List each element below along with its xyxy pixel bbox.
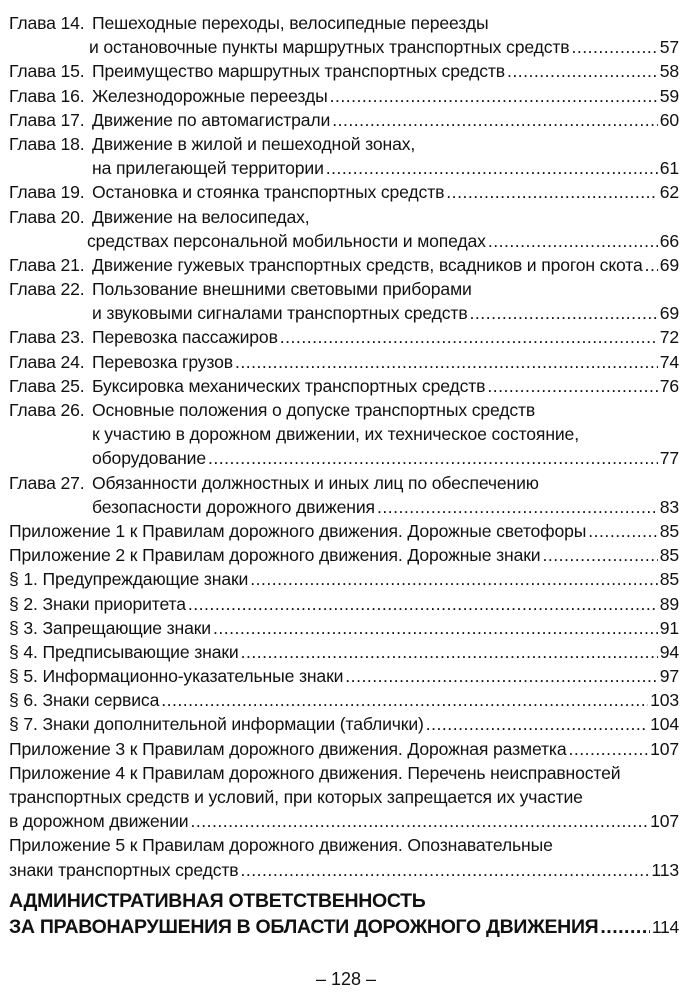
- toc-entry[interactable]: [9, 688, 679, 712]
- toc-entry[interactable]: [9, 374, 679, 398]
- toc-title-text: АДМИНИСТРАТИВНАЯ ОТВЕТСТВЕННОСТЬ: [9, 889, 426, 912]
- toc-page-number: 58: [659, 61, 679, 82]
- chapter-label: Глава 25.: [9, 375, 85, 396]
- toc-entry[interactable]: [9, 350, 679, 374]
- toc-line: [9, 156, 679, 180]
- toc-page-number: 59: [659, 85, 679, 106]
- toc-title-text: Приложение 4 к Правилам дорожного движения. Перечень неисправностей: [9, 762, 621, 783]
- dot-leader: [332, 108, 658, 132]
- chapter-label: Глава 19.: [9, 182, 85, 203]
- toc-line: [9, 350, 679, 374]
- toc-title-text: и звуковыми сигналами транспортных средств: [92, 303, 468, 324]
- table-of-contents: [9, 11, 679, 940]
- toc-page-number: 69: [659, 303, 679, 324]
- toc-entry[interactable]: [9, 833, 679, 881]
- chapter-label: Глава 26.: [9, 400, 85, 420]
- dot-leader: [542, 543, 657, 567]
- toc-line: [9, 132, 679, 156]
- toc-entry[interactable]: [9, 108, 679, 132]
- toc-title-text: в дорожном движении: [9, 811, 189, 832]
- toc-page-number: 104: [650, 714, 679, 735]
- toc-entry[interactable]: [9, 471, 679, 519]
- dot-leader: [250, 567, 658, 591]
- chapter-label: Глава 15.: [9, 61, 85, 82]
- toc-line: [9, 301, 679, 325]
- toc-entry[interactable]: [9, 180, 679, 204]
- dot-leader: [235, 350, 658, 374]
- toc-line: [9, 398, 679, 422]
- toc-entry[interactable]: [9, 277, 679, 325]
- toc-page-number: 74: [659, 351, 679, 372]
- toc-page-number: 113: [651, 859, 679, 880]
- toc-line: [9, 59, 679, 83]
- toc-title-text: Перевозка грузов: [92, 351, 233, 372]
- toc-line: [9, 567, 679, 591]
- toc-line: [9, 543, 679, 567]
- toc-title-text: Основные положения о допуске транспортных средств: [92, 400, 536, 420]
- toc-page-number: 85: [659, 545, 679, 566]
- toc-line: [9, 325, 679, 349]
- toc-title-text: безопасности дорожного движения: [92, 496, 375, 517]
- toc-page-number: 103: [650, 690, 679, 711]
- dot-leader: [645, 253, 658, 277]
- toc-title-text: § 4. Предписывающие знаки: [9, 641, 239, 662]
- dot-leader: [345, 664, 657, 688]
- chapter-label: Глава 16.: [9, 85, 85, 106]
- toc-line: [9, 35, 679, 59]
- toc-line: [9, 785, 679, 809]
- toc-title-text: оборудование: [92, 448, 206, 469]
- dot-leader: [568, 737, 648, 761]
- toc-line: [9, 688, 679, 712]
- toc-line: [9, 180, 679, 204]
- toc-title-text: Преимущество маршрутных транспортных средств: [92, 61, 505, 82]
- toc-line: [9, 712, 679, 736]
- toc-line: [9, 592, 679, 616]
- dot-leader: [208, 446, 658, 470]
- toc-title-text: Обязанности должностных и иных лиц по обеспечению: [92, 472, 539, 493]
- page-number: – 128 –: [315, 969, 377, 989]
- dot-leader: [446, 180, 657, 204]
- dot-leader: [571, 35, 657, 59]
- toc-entry[interactable]: [9, 253, 679, 277]
- toc-title-text: Пешеходные переходы, велосипедные переезды: [92, 13, 489, 33]
- toc-line: [9, 833, 679, 857]
- chapter-label: Глава 18.: [9, 133, 85, 154]
- toc-title-text: § 6. Знаки сервиса: [9, 690, 160, 711]
- toc-line: [9, 495, 679, 519]
- toc-line: [9, 888, 679, 914]
- toc-page-number: 91: [659, 617, 679, 638]
- toc-page-number: 89: [659, 593, 679, 614]
- dot-leader: [377, 495, 658, 519]
- toc-title-text: на прилегающей территории: [92, 158, 324, 179]
- toc-line: [9, 914, 679, 940]
- toc-line: [9, 616, 679, 640]
- toc-page-number: 77: [659, 448, 679, 469]
- toc-line: [9, 205, 679, 229]
- toc-line: [9, 11, 679, 35]
- toc-line: [9, 277, 679, 301]
- toc-entry[interactable]: [9, 761, 679, 834]
- toc-entry[interactable]: [9, 664, 679, 688]
- toc-page-number: 94: [659, 641, 679, 662]
- toc-line: [9, 229, 679, 253]
- toc-entry[interactable]: [9, 888, 679, 940]
- toc-entry[interactable]: [9, 592, 679, 616]
- toc-entry[interactable]: [9, 543, 679, 567]
- toc-entry[interactable]: [9, 59, 679, 83]
- toc-title-text: § 2. Знаки приоритета: [9, 593, 186, 614]
- dot-leader: [190, 809, 648, 833]
- toc-page-number: 69: [659, 254, 679, 275]
- toc-line: [9, 374, 679, 398]
- toc-title-text: § 7. Знаки дополнительной информации (таблички): [9, 714, 424, 735]
- toc-title-text: Приложение 3 к Правилам дорожного движения. Дорожная разметка: [9, 738, 567, 759]
- toc-title-text: Движение по автомагистрали: [92, 109, 331, 130]
- toc-title-text: Движение на велосипедах,: [92, 206, 310, 227]
- toc-line: [9, 84, 679, 108]
- toc-page-number: 85: [659, 520, 679, 541]
- toc-line: [9, 108, 679, 132]
- toc-title-text: Буксировка механических транспортных средств: [92, 375, 486, 396]
- toc-entry[interactable]: [9, 640, 679, 664]
- toc-line: [9, 471, 679, 495]
- toc-title-text: § 5. Информационно-указательные знаки: [9, 666, 344, 687]
- toc-title-text: Движение в жилой и пешеходной зонах,: [92, 133, 416, 154]
- toc-page-number: 97: [659, 666, 679, 687]
- toc-title-text: знаки транспортных средств: [9, 859, 239, 880]
- dot-leader: [326, 156, 658, 180]
- dot-leader: [488, 229, 658, 253]
- dot-leader: [470, 301, 658, 325]
- toc-line: [9, 809, 679, 833]
- dot-leader: [426, 712, 648, 736]
- toc-line: [9, 422, 679, 446]
- toc-page-number: 107: [650, 738, 679, 759]
- toc-title-text: Движение гужевых транспортных средств, всадников и прогон скота: [92, 254, 643, 275]
- toc-page-number: 83: [659, 496, 679, 517]
- toc-title-text: Приложение 5 к Правилам дорожного движения. Опознавательные: [9, 835, 553, 856]
- chapter-label: Глава 22.: [9, 279, 85, 300]
- chapter-label: Глава 17.: [9, 109, 85, 130]
- toc-page-number: 57: [659, 37, 679, 58]
- toc-line: [9, 761, 679, 785]
- toc-entry[interactable]: [9, 325, 679, 349]
- chapter-label: Глава 14.: [9, 13, 85, 33]
- toc-page-number: 62: [659, 182, 679, 203]
- dot-leader: [588, 519, 657, 543]
- toc-line: [9, 737, 679, 761]
- toc-page-number: 61: [659, 158, 679, 179]
- toc-title-text: Пользование внешними световыми приборами: [92, 279, 472, 300]
- dot-leader: [487, 374, 657, 398]
- toc-title-text: к участию в дорожном движении, их техническое состояние,: [92, 424, 579, 445]
- toc-title-text: транспортных средств и условий, при которых запрещается их участие: [9, 787, 583, 807]
- toc-title-text: Приложение 2 к Правилам дорожного движения. Дорожные знаки: [9, 545, 541, 566]
- toc-line: [9, 253, 679, 277]
- dot-leader: [507, 59, 658, 83]
- toc-title-text: § 3. Запрещающие знаки: [9, 617, 211, 638]
- toc-page-number: 72: [659, 327, 679, 348]
- toc-page-number: 114: [651, 916, 679, 937]
- chapter-label: Глава 23.: [9, 327, 85, 348]
- toc-page-number: 107: [650, 811, 679, 832]
- dot-leader: [213, 616, 658, 640]
- toc-line: [9, 640, 679, 664]
- toc-page-number: 60: [659, 109, 679, 130]
- toc-page-number: 85: [659, 569, 679, 590]
- toc-entry[interactable]: [9, 567, 679, 591]
- toc-title-text: Железнодорожные переезды: [92, 85, 328, 106]
- toc-title-text: Перевозка пассажиров: [92, 327, 278, 348]
- toc-line: [9, 858, 679, 882]
- dot-leader: [188, 592, 658, 616]
- toc-title-text: средствах персональной мобильности и мопедах: [87, 230, 486, 251]
- toc-entry[interactable]: [9, 712, 679, 736]
- toc-page-number: 76: [659, 375, 679, 396]
- toc-title-text: Остановка и стоянка транспортных средств: [92, 182, 445, 203]
- dot-leader: [161, 688, 648, 712]
- toc-title-text: § 1. Предупреждающие знаки: [9, 569, 249, 590]
- dot-leader: [330, 84, 658, 108]
- dot-leader: [600, 914, 649, 940]
- toc-title-text: ЗА ПРАВОНАРУШЕНИЯ В ОБЛАСТИ ДОРОЖНОГО ДВИЖЕНИЯ: [9, 915, 599, 938]
- chapter-label: Глава 27.: [9, 472, 85, 493]
- dot-leader: [280, 325, 658, 349]
- toc-line: [9, 446, 679, 470]
- toc-line: [9, 519, 679, 543]
- toc-page-number: 66: [659, 230, 679, 251]
- toc-entry[interactable]: [9, 11, 679, 59]
- toc-entry[interactable]: [9, 132, 679, 180]
- toc-title-text: и остановочные пункты маршрутных транспортных средств: [89, 37, 570, 58]
- toc-entry[interactable]: [9, 398, 679, 471]
- toc-entry[interactable]: [9, 616, 679, 640]
- toc-entry[interactable]: [9, 519, 679, 543]
- chapter-label: Глава 20.: [9, 206, 85, 227]
- toc-entry[interactable]: [9, 205, 679, 253]
- toc-entry[interactable]: [9, 84, 679, 108]
- chapter-label: Глава 21.: [9, 254, 85, 275]
- chapter-label: Глава 24.: [9, 351, 85, 372]
- toc-line: [9, 664, 679, 688]
- dot-leader: [240, 858, 649, 882]
- toc-entry[interactable]: [9, 737, 679, 761]
- dot-leader: [241, 640, 658, 664]
- toc-title-text: Приложение 1 к Правилам дорожного движения. Дорожные светофоры: [9, 520, 587, 541]
